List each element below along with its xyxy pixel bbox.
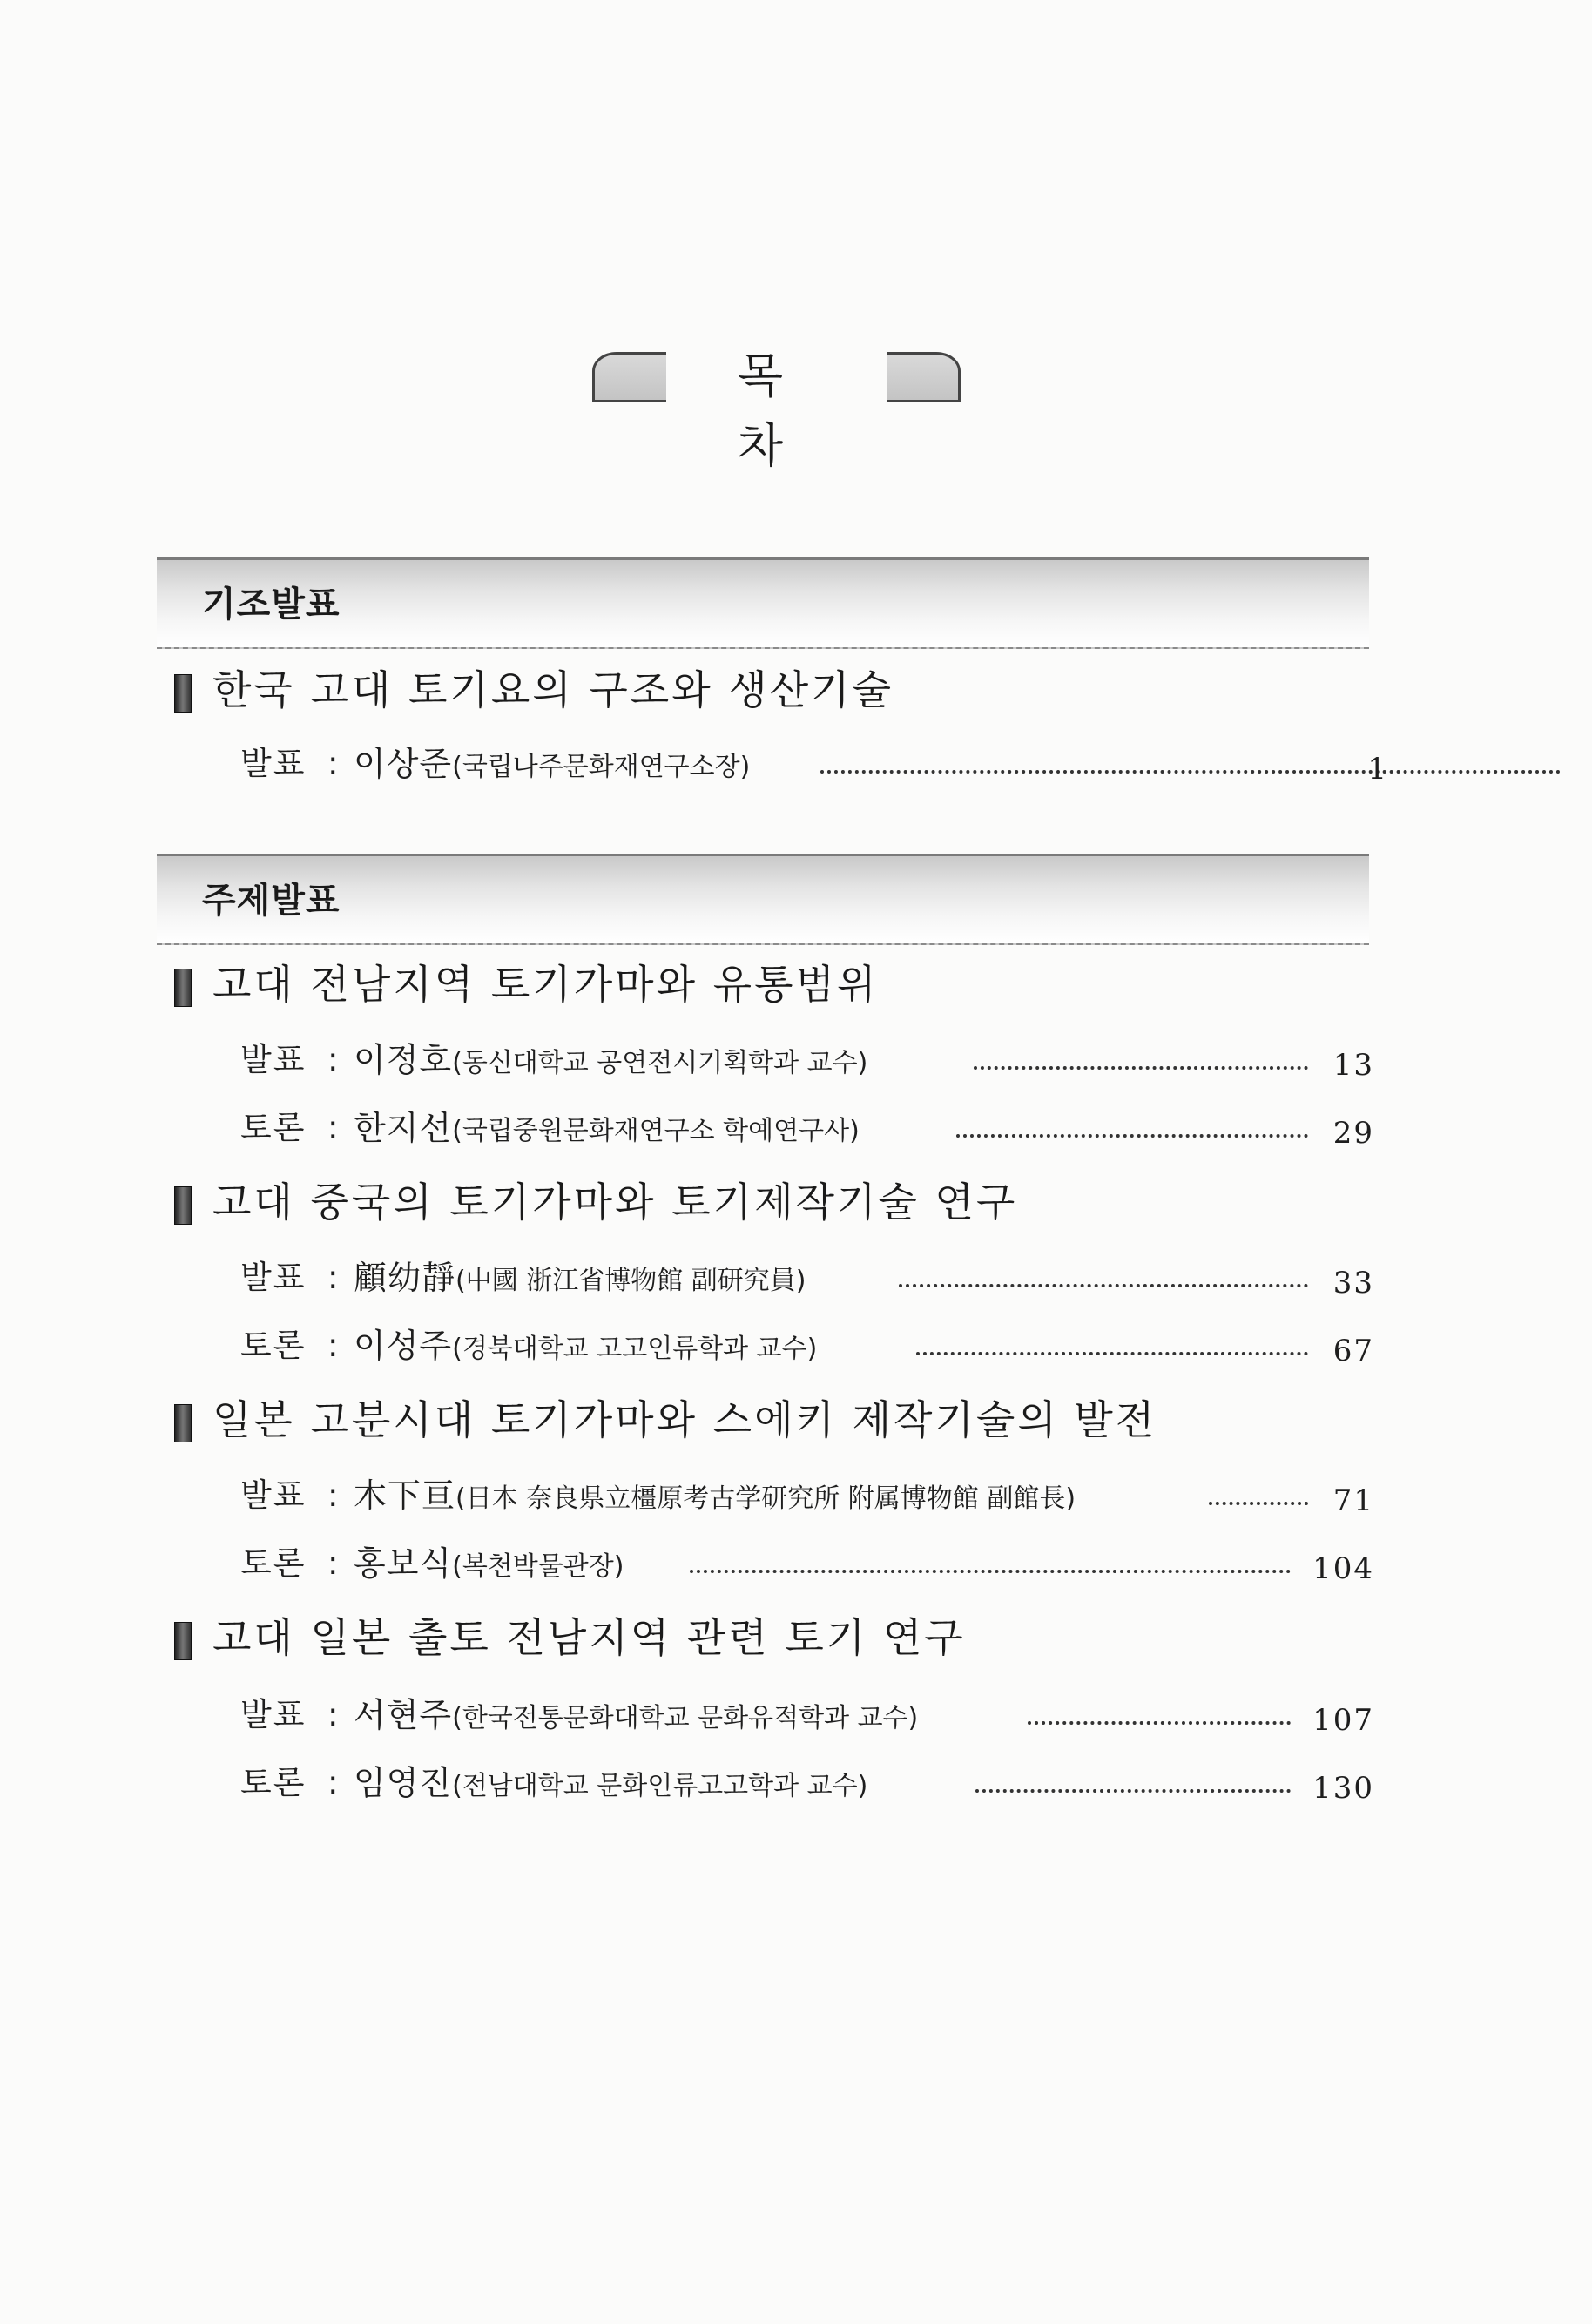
toc-entry[interactable]: [240, 1256, 1374, 1300]
entry-colon: :: [327, 1327, 339, 1364]
entry-role: 토론: [240, 1544, 307, 1582]
page-number: 1: [1367, 752, 1388, 787]
topic-title: 고대 중국의 토기가마와 토기제작기술 연구: [212, 1179, 1018, 1226]
presenter-affiliation: (日本 奈良県立橿原考古学研究所 附属博物館 副館長): [455, 1483, 1076, 1514]
page-number: 67: [1332, 1334, 1374, 1368]
entry-colon: :: [327, 1109, 339, 1146]
presenter-name: 이상준: [354, 745, 453, 783]
section-label: 주제발표: [202, 881, 341, 921]
presenter-name: 홍보식: [354, 1544, 453, 1583]
topic-title: 고대 일본 출토 전남지역 관련 토기 연구: [212, 1614, 966, 1661]
entry-colon: :: [327, 1259, 339, 1296]
toc-entry[interactable]: [240, 1324, 1374, 1368]
toc-entry[interactable]: [240, 1542, 1374, 1585]
page-number: 130: [1312, 1771, 1374, 1806]
bullet-mark-icon: [174, 969, 192, 1007]
leader-dots: [1209, 1502, 1308, 1505]
presenter-affiliation: (경북대학교 고고인류학과 교수): [452, 1334, 818, 1364]
presenter-affiliation: (한국전통문화대학교 문화유적학과 교수): [452, 1703, 919, 1733]
presenter-name: 木下亘: [354, 1476, 456, 1515]
section-label: 기조발표: [202, 584, 341, 625]
entry-presenter: [354, 1474, 1076, 1521]
page-number: 33: [1332, 1266, 1374, 1300]
entry-presenter: [354, 1324, 817, 1371]
presenter-name: 이정호: [354, 1041, 453, 1079]
page-number: 104: [1312, 1551, 1374, 1586]
entry-role: 발표: [240, 745, 307, 782]
bullet-mark-icon: [174, 1186, 192, 1225]
bullet-mark-icon: [174, 1622, 192, 1660]
entry-presenter: [354, 1761, 867, 1808]
presenter-affiliation: (국립중원문화재연구소 학예연구사): [452, 1116, 860, 1146]
presenter-affiliation: (동신대학교 공연전시기획학과 교수): [452, 1048, 868, 1078]
entry-colon: :: [327, 745, 339, 782]
leader-dots: [899, 1284, 1308, 1287]
entry-presenter: [354, 1256, 806, 1303]
entry-role: 발표: [240, 1041, 307, 1078]
entry-colon: :: [327, 1764, 339, 1801]
toc-entry[interactable]: [240, 1106, 1374, 1150]
entry-colon: :: [327, 1544, 339, 1582]
toc-entry[interactable]: [240, 1693, 1374, 1737]
leader-dots: [690, 1570, 1291, 1573]
leader-dots: [820, 770, 1561, 774]
entry-presenter: [354, 1038, 867, 1085]
entry-colon: :: [327, 1476, 339, 1514]
page-title: 목 차: [737, 348, 822, 473]
leader-dots: [916, 1352, 1308, 1355]
leader-dots: [974, 1066, 1308, 1070]
toc-title-block: [0, 341, 1592, 473]
presenter-affiliation: (국립나주문화재연구소장): [452, 752, 751, 782]
topic-title: 일본 고분시대 토기가마와 스에키 제작기술의 발전: [212, 1396, 1157, 1443]
presenter-affiliation: (전남대학교 문화인류고고학과 교수): [452, 1771, 868, 1801]
bullet-mark-icon: [174, 1404, 192, 1442]
entry-presenter: [354, 1693, 918, 1740]
topic-title: 한국 고대 토기요의 구조와 생산기술: [212, 666, 894, 713]
presenter-name: 이성주: [354, 1327, 453, 1365]
toc-entry[interactable]: [240, 1761, 1374, 1805]
leader-dots: [975, 1789, 1291, 1793]
topic-title: 고대 전남지역 토기가마와 유통범위: [212, 961, 879, 1008]
entry-role: 발표: [240, 1696, 307, 1733]
entry-role: 토론: [240, 1764, 307, 1801]
entry-colon: :: [327, 1041, 339, 1078]
toc-entry[interactable]: [240, 1474, 1374, 1517]
presenter-affiliation: (中國 浙江省博物館 副研究員): [455, 1266, 806, 1296]
page-number: 13: [1332, 1048, 1374, 1083]
presenter-name: 서현주: [354, 1696, 453, 1734]
title-left-ornament: [592, 352, 666, 402]
page-number: 29: [1332, 1116, 1374, 1151]
leader-dots: [956, 1134, 1308, 1138]
bullet-mark-icon: [174, 674, 192, 713]
entry-role: 토론: [240, 1327, 307, 1364]
title-right-ornament: [887, 352, 961, 402]
entry-role: 토론: [240, 1109, 307, 1146]
entry-colon: :: [327, 1696, 339, 1733]
page-number: 107: [1312, 1703, 1374, 1738]
entry-presenter: [354, 742, 750, 789]
page-number: 71: [1332, 1483, 1374, 1518]
leader-dots: [1028, 1721, 1291, 1725]
presenter-name: 한지선: [354, 1109, 453, 1147]
entry-role: 발표: [240, 1259, 307, 1296]
presenter-name: 顧幼靜: [354, 1259, 456, 1297]
toc-entry[interactable]: [240, 742, 1388, 787]
toc-entry[interactable]: [240, 1038, 1374, 1082]
entry-role: 발표: [240, 1476, 307, 1514]
entry-presenter: [354, 1106, 860, 1153]
section-main-topics: [157, 854, 1369, 941]
presenter-affiliation: (복천박물관장): [452, 1551, 624, 1582]
presenter-name: 임영진: [354, 1764, 453, 1802]
entry-presenter: [354, 1542, 624, 1589]
section-keynote: [157, 557, 1369, 645]
